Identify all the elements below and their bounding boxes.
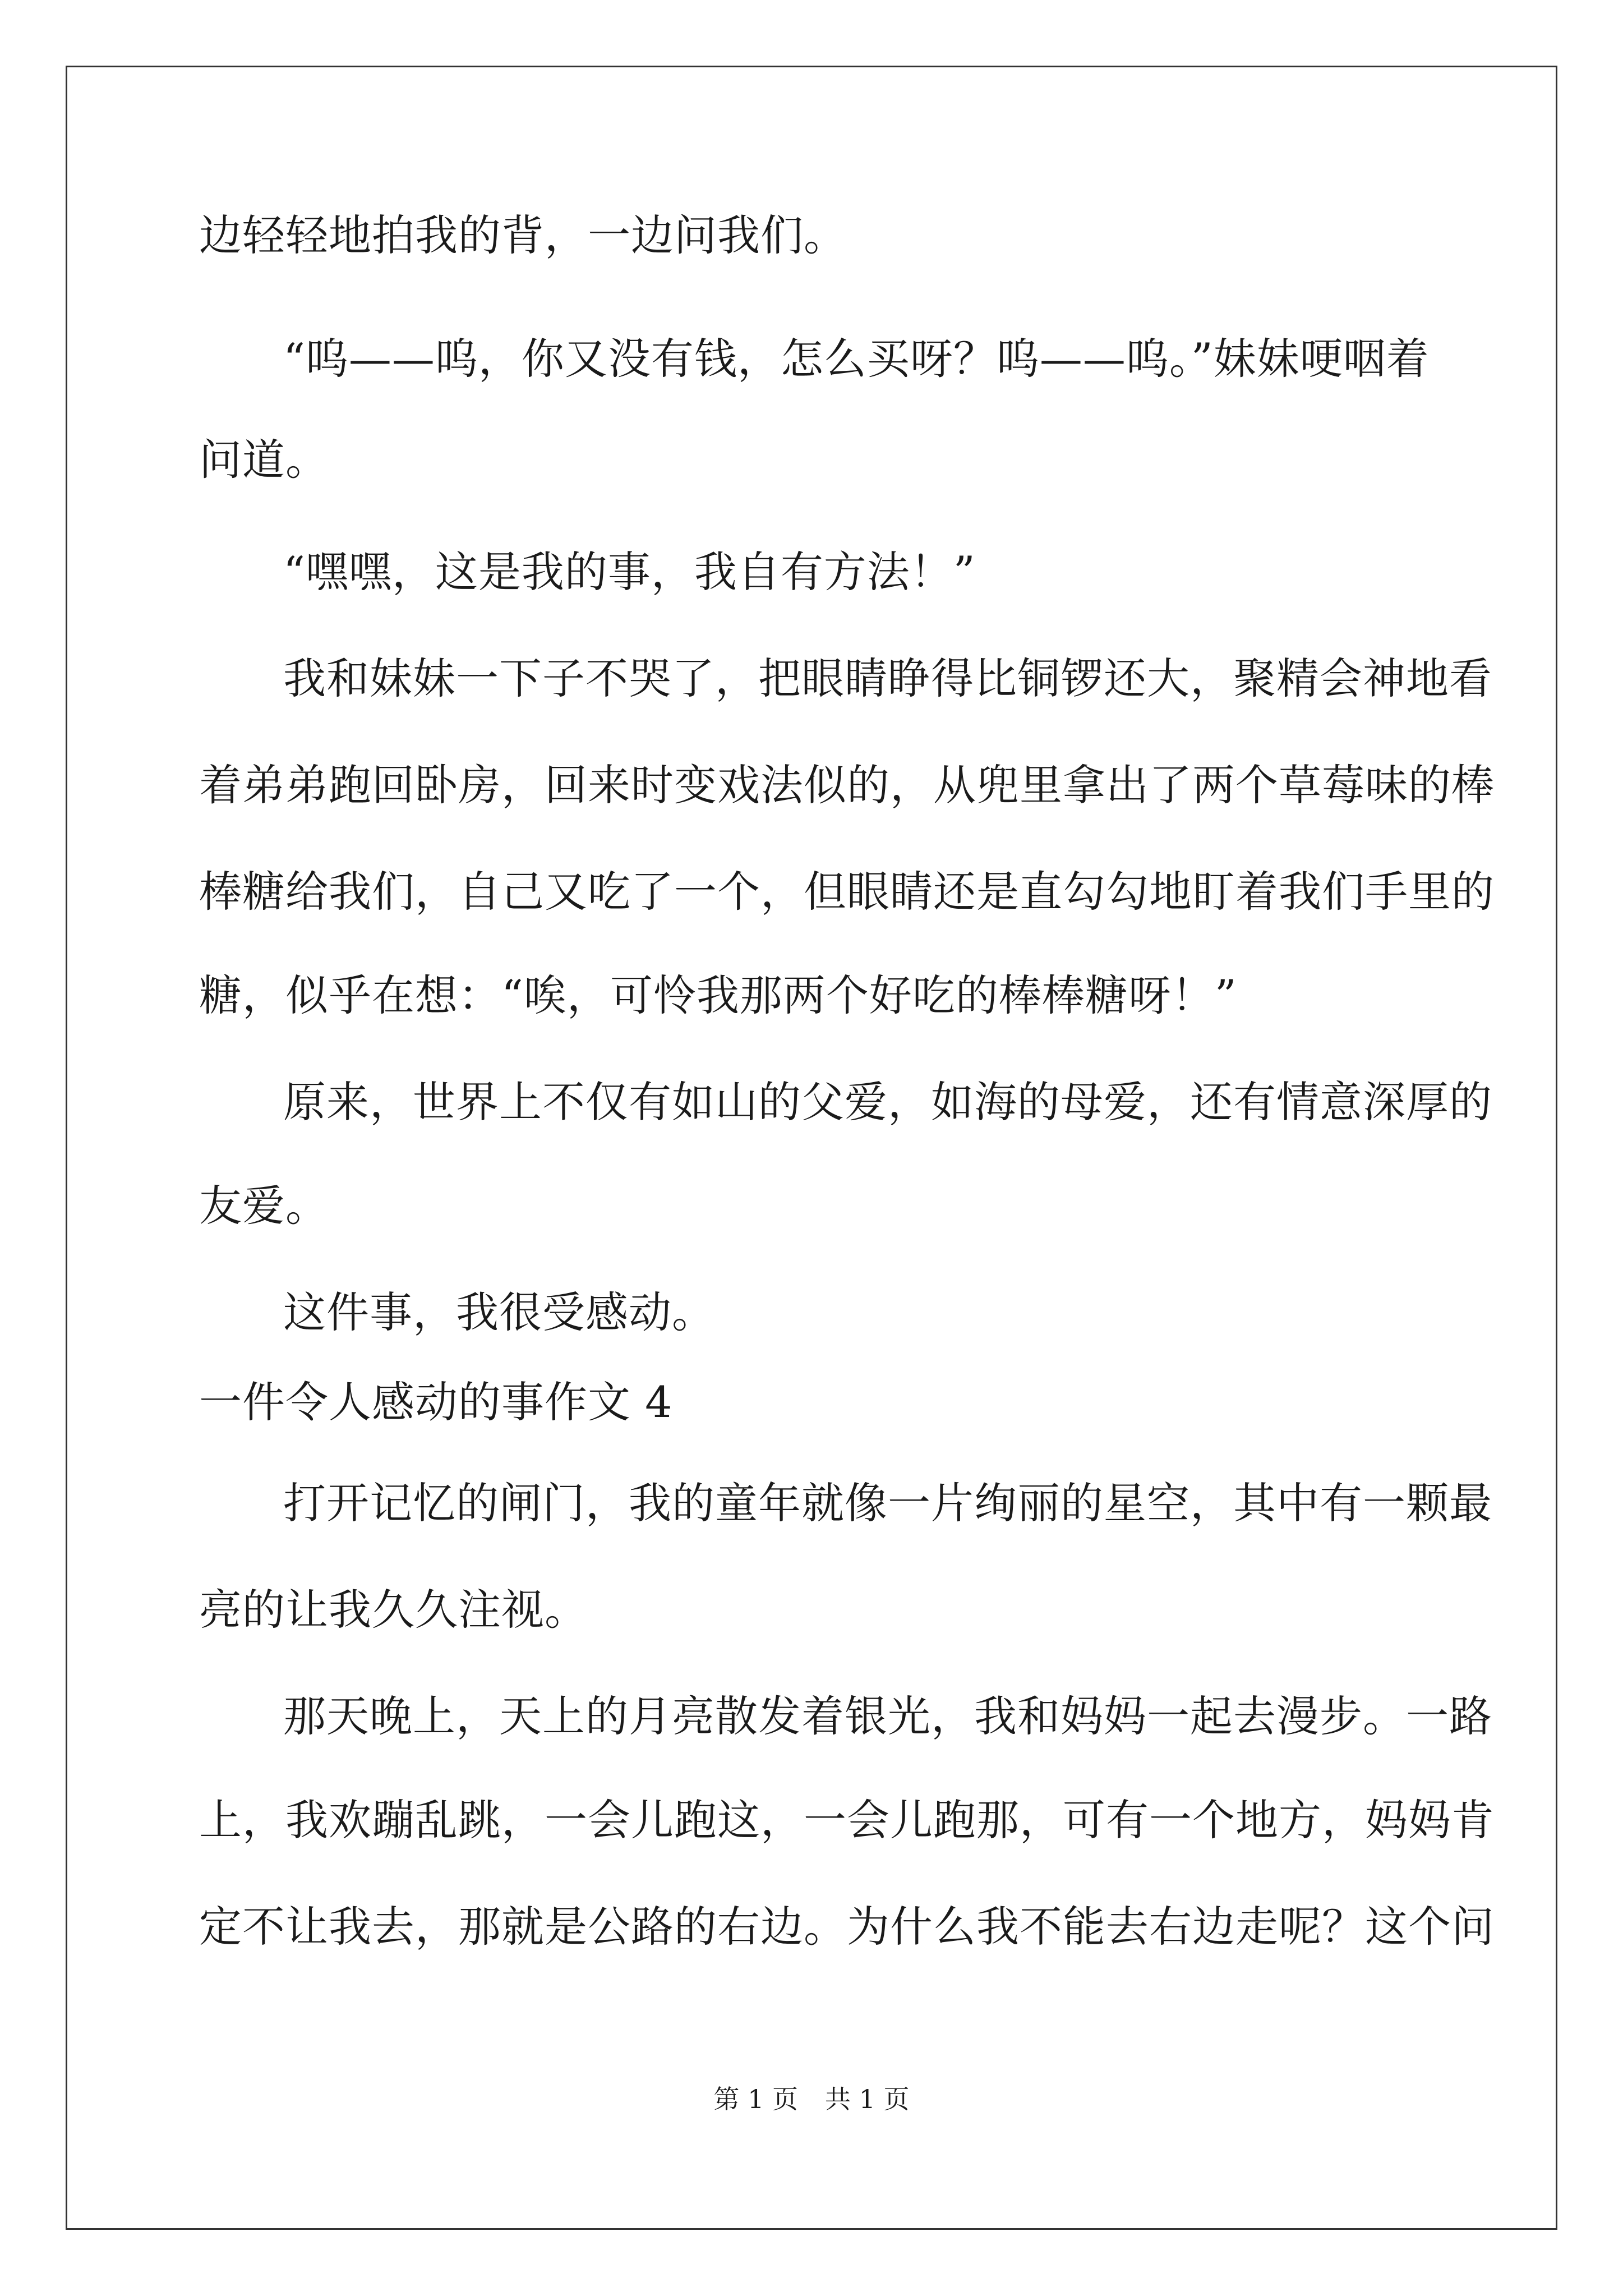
paragraph-line: 定不让我去，那就是公路的右边。为什么我不能去右边走呢？这个问 bbox=[199, 1902, 1495, 1952]
paragraph-line: “呜——呜，你又没有钱，怎么买呀？呜——呜。”妹妹哽咽着 bbox=[283, 334, 1430, 384]
paragraph-line: 糖，似乎在想：“唉，可怜我那两个好吃的棒棒糖呀！” bbox=[199, 970, 1237, 1020]
paragraph-line: 亮的让我久久注视。 bbox=[199, 1585, 588, 1635]
page-total: 共 1 页 bbox=[825, 2084, 910, 2114]
page-footer bbox=[0, 2082, 1623, 2116]
section-heading: 一件令人感动的事作文 4 bbox=[199, 1377, 673, 1427]
paragraph-line: 那天晚上，天上的月亮散发着银光，我和妈妈一起去漫步。一路 bbox=[283, 1691, 1492, 1741]
paragraph-line: 原来，世界上不仅有如山的父爱，如海的母爱，还有情意深厚的 bbox=[283, 1077, 1492, 1127]
paragraph-line: 着弟弟跑回卧房，回来时变戏法似的，从兜里拿出了两个草莓味的棒 bbox=[199, 760, 1495, 810]
paragraph-line: 棒糖给我们，自己又吃了一个，但眼睛还是直勾勾地盯着我们手里的 bbox=[199, 867, 1495, 917]
paragraph-line: 我和妹妹一下子不哭了，把眼睛睁得比铜锣还大，聚精会神地看 bbox=[283, 654, 1492, 703]
page-number: 第 1 页 bbox=[713, 2084, 798, 2114]
paragraph-line: 边轻轻地拍我的背，一边问我们。 bbox=[199, 210, 847, 260]
paragraph-line: “嘿嘿，这是我的事，我自有方法！” bbox=[283, 547, 976, 597]
paragraph-line: 上，我欢蹦乱跳，一会儿跑这，一会儿跑那，可有一个地方，妈妈肯 bbox=[199, 1795, 1495, 1845]
paragraph-line: 打开记忆的闸门，我的童年就像一片绚丽的星空，其中有一颗最 bbox=[283, 1478, 1492, 1528]
paragraph-line: 问道。 bbox=[199, 435, 329, 485]
paragraph-line: 这件事，我很受感动。 bbox=[283, 1287, 715, 1337]
paragraph-line: 友爱。 bbox=[199, 1181, 329, 1231]
